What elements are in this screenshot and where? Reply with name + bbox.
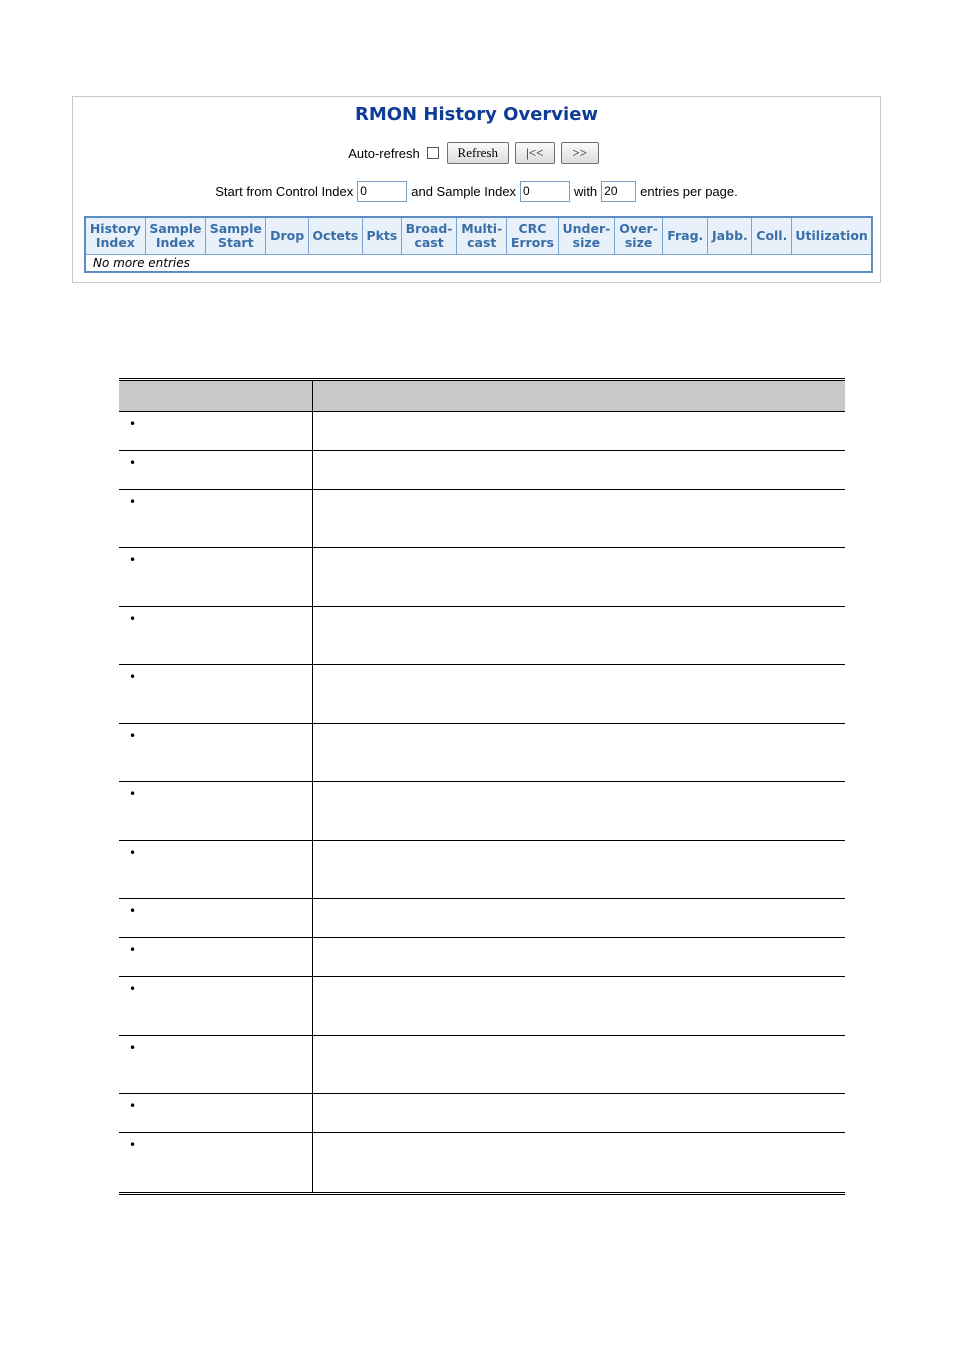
table-row bbox=[119, 548, 845, 607]
table-row bbox=[119, 899, 845, 938]
object-cell bbox=[119, 782, 313, 840]
description-table-header bbox=[119, 381, 845, 412]
description-cell bbox=[313, 724, 845, 781]
start-control-index-label: Start from Control Index bbox=[215, 183, 354, 199]
description-cell bbox=[313, 841, 845, 898]
table-row bbox=[119, 938, 845, 977]
bullet-icon: • bbox=[129, 456, 137, 470]
description-cell bbox=[313, 938, 845, 976]
object-cell bbox=[119, 1133, 313, 1192]
description-cell bbox=[313, 1036, 845, 1093]
table-row bbox=[119, 451, 845, 490]
bullet-icon: • bbox=[129, 943, 137, 957]
description-cell bbox=[313, 1094, 845, 1132]
history-table-header bbox=[85, 217, 872, 255]
bullet-icon: • bbox=[129, 904, 137, 918]
object-cell bbox=[119, 724, 313, 781]
description-table bbox=[119, 378, 845, 1195]
object-cell bbox=[119, 607, 313, 664]
table-row bbox=[119, 1094, 845, 1133]
bullet-icon: • bbox=[129, 495, 137, 509]
table-row bbox=[119, 412, 845, 451]
column-header: CRC Errors bbox=[507, 217, 559, 255]
table-row bbox=[119, 1036, 845, 1094]
column-header: Frag. bbox=[663, 217, 708, 255]
object-cell bbox=[119, 665, 313, 723]
description-cell bbox=[313, 977, 845, 1035]
table-row bbox=[85, 255, 872, 273]
no-entries-message: No more entries bbox=[85, 255, 872, 273]
description-cell bbox=[313, 1133, 845, 1192]
object-cell bbox=[119, 490, 313, 547]
description-cell bbox=[313, 548, 845, 606]
bullet-icon: • bbox=[129, 787, 137, 801]
object-cell bbox=[119, 938, 313, 976]
table-row bbox=[119, 665, 845, 724]
table-row bbox=[119, 1133, 845, 1192]
bullet-icon: • bbox=[129, 1138, 137, 1152]
column-header: History Index bbox=[85, 217, 145, 255]
first-page-button[interactable]: |<< bbox=[515, 142, 555, 164]
description-cell bbox=[313, 490, 845, 547]
object-cell bbox=[119, 548, 313, 606]
bullet-icon: • bbox=[129, 417, 137, 431]
column-header: Sample Start bbox=[206, 217, 266, 255]
description-cell bbox=[313, 412, 845, 450]
sample-index-label: and Sample Index bbox=[411, 183, 517, 199]
table-row bbox=[119, 841, 845, 899]
object-cell bbox=[119, 899, 313, 937]
bullet-icon: • bbox=[129, 612, 137, 626]
column-header: Under- size bbox=[558, 217, 614, 255]
rmon-history-panel bbox=[72, 96, 881, 283]
description-cell bbox=[313, 665, 845, 723]
object-cell bbox=[119, 1094, 313, 1132]
column-header: Over- size bbox=[614, 217, 662, 255]
page-title: RMON History Overview bbox=[354, 104, 599, 125]
auto-refresh-row bbox=[73, 141, 880, 165]
bullet-icon: • bbox=[129, 846, 137, 860]
column-header: Octets bbox=[308, 217, 362, 255]
object-cell bbox=[119, 977, 313, 1035]
bullet-icon: • bbox=[129, 1041, 137, 1055]
column-header: Pkts bbox=[362, 217, 401, 255]
table-row bbox=[119, 782, 845, 841]
bullet-icon: • bbox=[129, 982, 137, 996]
control-index-input[interactable]: 0 bbox=[357, 181, 407, 202]
description-cell bbox=[313, 451, 845, 489]
object-cell bbox=[119, 412, 313, 450]
column-header: Utilization bbox=[792, 217, 872, 255]
next-page-button[interactable]: >> bbox=[561, 142, 599, 164]
bullet-icon: • bbox=[129, 670, 137, 684]
sample-index-input[interactable]: 0 bbox=[520, 181, 570, 202]
bullet-icon: • bbox=[129, 553, 137, 567]
with-label: with bbox=[574, 183, 598, 199]
object-cell bbox=[119, 841, 313, 898]
entries-per-page-input[interactable]: 20 bbox=[601, 181, 636, 202]
entries-per-page-label: entries per page. bbox=[640, 183, 738, 199]
description-cell bbox=[313, 782, 845, 840]
column-header: Sample Index bbox=[145, 217, 205, 255]
object-cell bbox=[119, 1036, 313, 1093]
column-header: Drop bbox=[266, 217, 308, 255]
column-header: Jabb. bbox=[708, 217, 752, 255]
table-row bbox=[119, 490, 845, 548]
column-header: Coll. bbox=[752, 217, 792, 255]
start-from-row bbox=[73, 179, 880, 203]
table-row bbox=[119, 977, 845, 1036]
history-table bbox=[84, 216, 873, 273]
column-header: Broad- cast bbox=[401, 217, 457, 255]
auto-refresh-checkbox[interactable] bbox=[427, 147, 439, 159]
refresh-button[interactable]: Refresh bbox=[447, 142, 509, 164]
table-row bbox=[119, 607, 845, 665]
column-header: Multi- cast bbox=[457, 217, 507, 255]
bullet-icon: • bbox=[129, 1099, 137, 1113]
description-cell bbox=[313, 607, 845, 664]
object-column-header bbox=[119, 381, 313, 411]
bullet-icon: • bbox=[129, 729, 137, 743]
table-row bbox=[119, 724, 845, 782]
object-cell bbox=[119, 451, 313, 489]
auto-refresh-label: Auto-refresh bbox=[348, 145, 420, 161]
description-cell bbox=[313, 899, 845, 937]
